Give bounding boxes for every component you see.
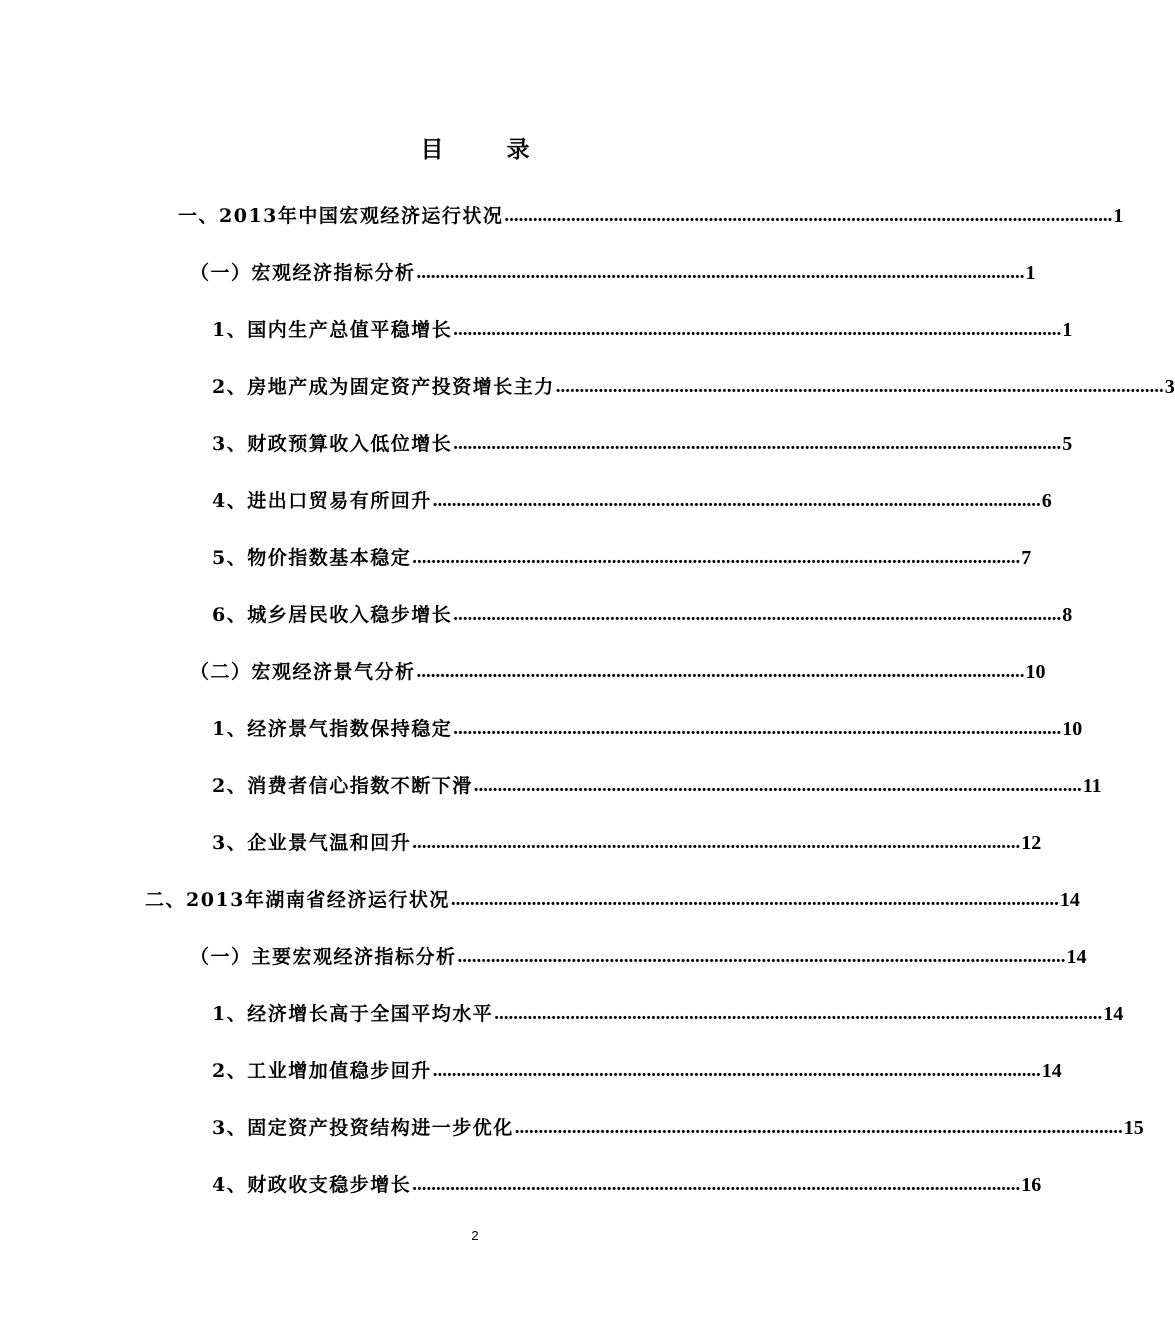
toc-entry[interactable] — [212, 372, 1175, 402]
toc-entry[interactable] — [212, 1170, 1042, 1200]
toc-entry[interactable] — [212, 600, 1073, 630]
toc-leader-dots: ................................................................................................................................ — [555, 376, 1164, 397]
toc-entry[interactable] — [212, 486, 1052, 516]
toc-entry[interactable] — [190, 258, 1036, 288]
toc-leader-dots: ................................................................................................................................ — [432, 1060, 1041, 1081]
toc-entry-text: 1、国内生产总值平稳增长 — [212, 319, 453, 341]
toc-title: 目 录 — [420, 136, 550, 163]
toc-leader-dots: ................................................................................................................................ — [453, 433, 1062, 454]
toc-entry-text: 4、财政收支稳步增长 — [212, 1174, 412, 1196]
page-number: 2 — [471, 1228, 479, 1243]
toc-entry[interactable] — [178, 201, 1124, 231]
toc-entry-text: 4、进出口贸易有所回升 — [212, 490, 432, 512]
toc-entry[interactable] — [212, 429, 1073, 459]
toc-entry-text: 2、房地产成为固定资产投资增长主力 — [212, 376, 555, 398]
toc-entry-text: 2、工业增加值稳步回升 — [212, 1060, 432, 1082]
toc-leader-dots: ................................................................................................................................ — [416, 262, 1025, 283]
toc-leader-dots: ................................................................................................................................ — [453, 319, 1062, 340]
toc-leader-dots: ................................................................................................................................ — [412, 832, 1021, 853]
toc-entry-page: 8 — [1062, 604, 1073, 626]
toc-entry-page: 12 — [1021, 832, 1042, 854]
toc-entry-text: 2、消费者信心指数不断下滑 — [212, 775, 473, 797]
toc-entry[interactable] — [190, 657, 1046, 687]
toc-entry-page: 14 — [1103, 1003, 1124, 1025]
toc-entry-page: 7 — [1021, 547, 1032, 569]
toc-entry-page: 15 — [1123, 1117, 1144, 1139]
toc-leader-dots: ................................................................................................................................ — [416, 661, 1025, 682]
toc-entry[interactable] — [212, 771, 1102, 801]
toc-entry-text: 3、固定资产投资结构进一步优化 — [212, 1117, 514, 1139]
toc-entry-page: 6 — [1041, 490, 1052, 512]
toc-entry-text: 1、经济景气指数保持稳定 — [212, 718, 453, 740]
toc-entry[interactable] — [212, 543, 1032, 573]
toc-leader-dots: ................................................................................................................................ — [412, 547, 1021, 568]
toc-leader-dots: ................................................................................................................................ — [453, 718, 1062, 739]
toc-entry-text: （一）宏观经济指标分析 — [190, 262, 416, 284]
toc-leader-dots: ................................................................................................................................ — [412, 1174, 1021, 1195]
toc-entry-page: 1 — [1062, 319, 1073, 341]
toc-entry-text: 3、企业景气温和回升 — [212, 832, 412, 854]
toc-leader-dots: ................................................................................................................................ — [453, 604, 1062, 625]
toc-entry[interactable] — [212, 1113, 1144, 1143]
toc-entry-page: 1 — [1113, 205, 1124, 227]
toc-entry[interactable] — [145, 885, 1080, 915]
toc-entry[interactable] — [212, 1056, 1062, 1086]
toc-entry-page: 14 — [1041, 1060, 1062, 1082]
toc-leader-dots: ................................................................................................................................ — [504, 205, 1113, 226]
toc-entry[interactable] — [212, 999, 1124, 1029]
toc-leader-dots: ................................................................................................................................ — [432, 490, 1041, 511]
toc-entry[interactable] — [190, 942, 1087, 972]
toc-entry-page: 3 — [1164, 376, 1175, 398]
toc-entry[interactable] — [212, 315, 1073, 345]
toc-leader-dots: ................................................................................................................................ — [450, 889, 1059, 910]
toc-entry[interactable] — [212, 828, 1042, 858]
toc-entry-page: 1 — [1025, 262, 1036, 284]
toc-entry-page: 16 — [1021, 1174, 1042, 1196]
toc-entry-page: 5 — [1062, 433, 1073, 455]
toc-leader-dots: ................................................................................................................................ — [457, 946, 1066, 967]
toc-entry-text: 一、2013年中国宏观经济运行状况 — [178, 205, 504, 227]
toc-entry-page: 11 — [1082, 775, 1102, 797]
toc-leader-dots: ................................................................................................................................ — [514, 1117, 1123, 1138]
toc-entry-text: （一）主要宏观经济指标分析 — [190, 946, 457, 968]
toc-entry-text: 6、城乡居民收入稳步增长 — [212, 604, 453, 626]
toc-entry-text: （二）宏观经济景气分析 — [190, 661, 416, 683]
toc-entry-page: 10 — [1025, 661, 1046, 683]
toc-entry-page: 10 — [1062, 718, 1083, 740]
toc-entry-text: 二、2013年湖南省经济运行状况 — [145, 889, 450, 911]
toc-entry-page: 14 — [1059, 889, 1080, 911]
toc-entry[interactable] — [212, 714, 1083, 744]
toc-leader-dots: ................................................................................................................................ — [473, 775, 1082, 796]
toc-entry-text: 3、财政预算收入低位增长 — [212, 433, 453, 455]
toc-entry-text: 5、物价指数基本稳定 — [212, 547, 412, 569]
toc-leader-dots: ................................................................................................................................ — [494, 1003, 1103, 1024]
toc-entry-text: 1、经济增长高于全国平均水平 — [212, 1003, 494, 1025]
toc-entry-page: 14 — [1066, 946, 1087, 968]
